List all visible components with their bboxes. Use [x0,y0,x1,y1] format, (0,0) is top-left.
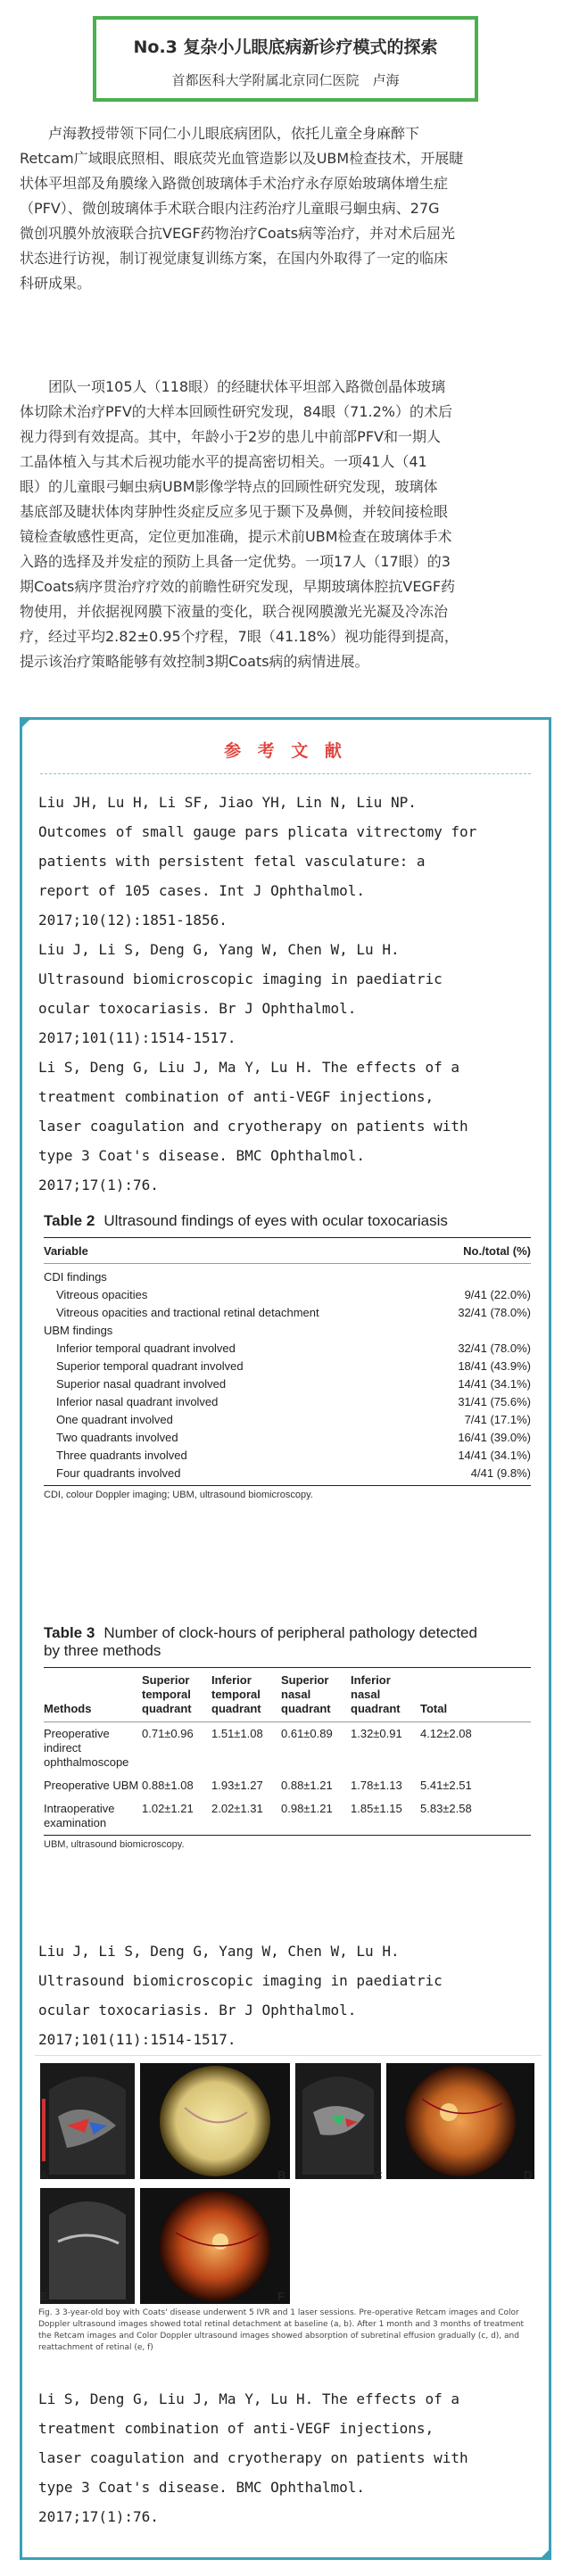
value-cell: 0.98±1.21 [281,1802,333,1815]
reference-4 [38,1936,538,2054]
row-label: Superior nasal quadrant involved [56,1376,227,1391]
text-line: Outcomes of small gauge pars plicata vitrectomy for [38,823,477,840]
row-label: Inferior temporal quadrant involved [56,1341,236,1355]
value-cell: 5.41±2.51 [420,1779,472,1792]
text-line: 眼）的儿童眼弓蛔虫病UBM影像学特点的回顾性研究发现，玻璃体 [20,478,438,495]
row-value: 31/41 (75.6%) [458,1394,531,1408]
table-row [44,1797,531,1835]
row-label: Inferior nasal quadrant involved [56,1394,219,1408]
value-cell: 1.02±1.21 [142,1802,194,1815]
figure-panel-a [40,2063,135,2179]
ultrasound-image [40,2188,135,2304]
table-2-title: Table 2 Ultrasound findings of eyes with ocular toxocariasis [44,1212,448,1229]
reference-3 [38,1053,538,1200]
text-line: Ultrasound biomicroscopic imaging in paediatric [38,1972,443,1989]
text-line: Liu JH, Lu H, Li SF, Jiao YH, Lin N, Liu NP. [38,794,417,811]
panel-label-c: C [374,2168,383,2182]
corner-decoration [539,2547,551,2560]
text-line: Retcam广域眼底照相、眼底荧光血管造影以及UBM检查技术，开展睫 [20,150,464,167]
text-line: 微创巩膜外放液联合抗VEGF药物治疗Coats病等治疗，并对术后屈光 [20,225,456,242]
table-3-footnote: UBM, ultrasound biomicroscopy. [44,1839,185,1850]
text-line: 提示该治疗策略能够有效控制3期Coats病的病情进展。 [20,653,369,670]
column-header: Inferior nasal quadrant [351,1673,401,1715]
column-header: Methods [44,1702,92,1715]
text-line: report of 105 cases. Int J Ophthalmol. [38,882,366,899]
value-cell: 1.93±1.27 [211,1779,263,1792]
table-rule [44,1485,531,1486]
table-row [44,1321,531,1339]
text-line: type 3 Coat's disease. BMC Ophthalmol. [38,2479,366,2496]
heading-divider [40,773,531,774]
reference-2 [38,935,538,1053]
method-cell: Preoperative indirect ophthalmoscope [44,1727,129,1769]
table-rule [44,1237,531,1238]
text-line: patients with persistent fetal vasculature: a [38,853,426,870]
text-line: 视力得到有效提高。其中，年龄小于2岁的患儿中前部PFV和一期人 [20,428,441,445]
row-label: One quadrant involved [56,1412,173,1426]
row-label: Superior temporal quadrant involved [56,1358,244,1373]
row-label: Four quadrants involved [56,1466,181,1480]
text-line: 基底部及睫状体肉芽肿性炎症反应多见于颞下及鼻侧，并较间接检眼 [20,503,449,520]
ultrasound-image [295,2063,381,2179]
text-line: Ultrasound biomicroscopic imaging in paediatric [38,970,443,987]
column-header: Superior temporal quadrant [142,1673,192,1715]
text-line: type 3 Coat's disease. BMC Ophthalmol. [38,1147,366,1164]
method-cell: Preoperative UBM [44,1779,139,1792]
text-line: 卢海教授带领下同仁小儿眼底病团队，依托儿童全身麻醉下 [48,125,420,142]
table-row [44,1428,531,1446]
text-line: 科研成果。 [20,275,92,292]
row-value: 14/41 (34.1%) [458,1448,531,1462]
table-3-title-line2: by three methods [44,1642,161,1659]
table-2-body [44,1267,531,1482]
text-line: laser coagulation and cryotherapy on patients with [38,1118,468,1135]
value-cell: 5.83±2.58 [420,1802,472,1815]
text-line: 团队一项105人（118眼）的经睫状体平坦部入路微创晶体玻璃 [48,378,446,395]
column-header: Superior nasal quadrant [281,1673,331,1715]
text-line: 疗，经过平均2.82±0.95个疗程，7眼（41.18%）视功能得到提高， [20,628,459,645]
figure-panel-c [295,2063,381,2179]
table-2-header: Variable No./total (%) [44,1243,531,1258]
text-line: 状态进行访视，制订视觉康复训练方案，在国内外取得了一定的临床 [20,250,449,267]
paragraph-1 [20,121,555,296]
value-cell: 2.02±1.31 [211,1802,263,1815]
section-author: 首都医科大学附属北京同仁医院 卢海 [171,72,400,88]
references-box [20,717,551,2560]
section-title: No.3 复杂小儿眼底病新诊疗模式的探索 [133,37,438,57]
text-line: Liu J, Li S, Deng G, Yang W, Chen W, Lu H. [38,1943,400,1960]
text-line: 镜检查敏感性更高，定位更加准确，提示术前UBM检查在玻璃体手术 [20,528,452,545]
table-3-title: Table 3 Number of clock-hours of peripheral pathology detected [44,1624,477,1641]
table-rule [44,1835,531,1836]
value-cell: 1.51±1.08 [211,1727,263,1740]
text-line: 2017;17(1):76. [38,2508,159,2525]
text-line: 入路的选择及并发症的预防上具备一定优势。一项17人（17眼）的3 [20,553,451,570]
value-cell: 1.78±1.13 [351,1779,402,1792]
text-line: Li S, Deng G, Liu J, Ma Y, Lu H. The effects of a [38,2390,460,2407]
row-value: 4/41 (9.8%) [470,1466,531,1480]
ultrasound-image [40,2063,135,2179]
text-line: 状体平坦部及角膜缘入路微创玻璃体手术治疗永存原始玻璃体增生症 [20,175,449,192]
panel-label-e: E [40,2290,48,2303]
table-row [44,1774,531,1797]
figure-panel-d [386,2063,534,2179]
text-line: （PFV）、微创玻璃体手术联合眼内注药治疗儿童眼弓蛔虫病、27G [20,200,440,217]
row-value: 16/41 (39.0%) [458,1430,531,1444]
figure-panel-f [140,2188,290,2304]
row-label: Two quadrants involved [56,1430,178,1444]
text-line: treatment combination of anti-VEGF injections, [38,1088,434,1105]
value-cell: 0.88±1.21 [281,1779,333,1792]
method-cell: Intraoperative examination [44,1802,115,1829]
value-cell: 4.12±2.08 [420,1727,472,1740]
text-line: 体切除术治疗PFV的大样本回顾性研究发现，84眼（71.2%）的术后 [20,403,452,420]
table-row [44,1464,531,1482]
table-row [44,1375,531,1392]
column-header: Inferior temporal quadrant [211,1673,261,1715]
section-title-box [93,16,478,102]
table-2-footnote: CDI, colour Doppler imaging; UBM, ultrasound biomicroscopy. [44,1490,313,1500]
text-line: 工晶体植入与其术后视功能水平的提高密切相关。一项41人（41 [20,453,427,470]
reference-1 [38,788,538,935]
table-row [44,1357,531,1375]
table-row [44,1446,531,1464]
value-cell: 0.88±1.08 [142,1779,194,1792]
text-line: 2017;101(11):1514-1517. [38,2031,236,2048]
row-label: Vitreous opacities [56,1287,148,1301]
text-line: Liu J, Li S, Deng G, Yang W, Chen W, Lu H. [38,941,400,958]
panel-label-b: B [277,2168,286,2182]
references-heading: 参 考 文 献 [224,741,347,761]
table-2 [33,1212,542,1500]
table-row [44,1722,531,1774]
panel-label-a: A [40,2168,49,2182]
row-value: 32/41 (78.0%) [458,1341,531,1355]
table-row [44,1410,531,1428]
figure-3 [35,2055,542,2359]
text-line: ocular toxocariasis. Br J Ophthalmol. [38,2002,357,2019]
table-rule [44,1263,531,1264]
row-label: Three quadrants involved [56,1448,187,1462]
fundus-image [140,2063,290,2179]
panel-label-d: D [524,2168,533,2182]
text-line: 2017;17(1):76. [38,1177,159,1193]
text-line: 2017;101(11):1514-1517. [38,1029,236,1046]
row-value: 18/41 (43.9%) [458,1358,531,1373]
corner-decoration [20,717,32,730]
value-cell: 1.85±1.15 [351,1802,402,1815]
reference-5 [38,2384,538,2531]
text-line: 2017;10(12):1851-1856. [38,912,228,929]
figure-panel-b [140,2063,290,2179]
row-label: Vitreous opacities and tractional retinal detachment [56,1305,319,1319]
fundus-image [386,2063,534,2179]
row-value: 7/41 (17.1%) [464,1412,531,1426]
table-row [44,1339,531,1357]
table-row [44,1285,531,1303]
table-3-header [44,1668,531,1721]
row-value: 14/41 (34.1%) [458,1376,531,1391]
row-value: 9/41 (22.0%) [464,1287,531,1301]
paragraph-2 [20,375,555,674]
text-line: treatment combination of anti-VEGF injections, [38,2420,434,2437]
table-row [44,1303,531,1321]
row-value: 32/41 (78.0%) [458,1305,531,1319]
value-cell: 0.71±0.96 [142,1727,194,1740]
figure-caption: Fig. 3 3-year-old boy with Coats' disease underwent 5 IVR and 1 laser sessions. Pre-operative Retcam images and Color Doppler ultrasound images showed total retinal detachment at baseline (a, b). After 1 month and 3 months of treatment the Retcam images and Color Doppler ultrasound images showed absorption of subretinal effusion gradually (c, d), and reattachment of retinal (e, f) [38,2308,525,2352]
table-3 [33,1624,542,1854]
text-line: ocular toxocariasis. Br J Ophthalmol. [38,1000,357,1017]
value-cell: 1.32±0.91 [351,1727,402,1740]
column-header: Total [420,1702,448,1715]
table-3-grid [44,1668,531,1836]
fundus-image [140,2188,290,2304]
value-cell: 0.61±0.89 [281,1727,333,1740]
text-line: Li S, Deng G, Liu J, Ma Y, Lu H. The effects of a [38,1059,460,1076]
text-line: 期Coats病序贯治疗疗效的前瞻性研究发现，早期玻璃体腔抗VEGF药 [20,578,456,595]
panel-label-f: F [277,2290,285,2303]
text-line: 物使用，并依据视网膜下液量的变化，联合视网膜激光光凝及冷冻治 [20,603,449,620]
figure-panel-e [40,2188,135,2304]
row-label: CDI findings [44,1269,107,1284]
row-label: UBM findings [44,1323,113,1337]
text-line: laser coagulation and cryotherapy on patients with [38,2449,468,2466]
table-row [44,1392,531,1410]
table-row [44,1267,531,1285]
